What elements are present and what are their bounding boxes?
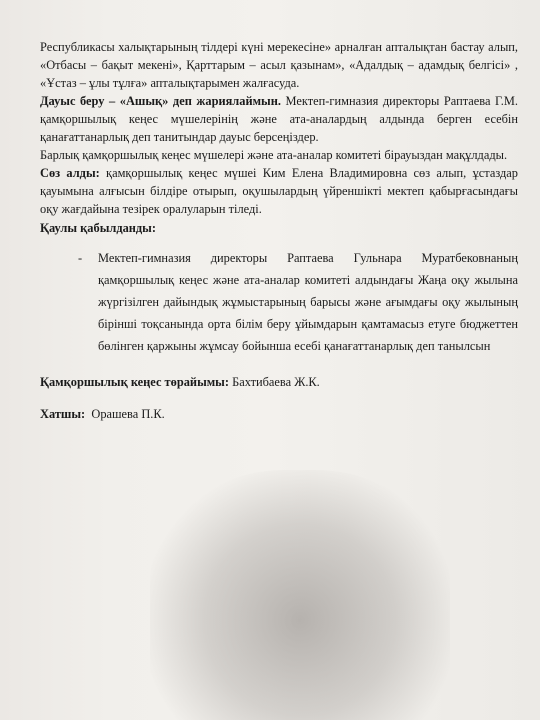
list-item — [40, 247, 518, 357]
vote-text: Мектеп-гимназия директоры Раптаева Г.М. қамқоршылық кеңес мүшелерінің және ата-аналардың алдында берген есебін қанағаттанарлық деп танитындар дауыс берсеңіздер. — [40, 94, 518, 144]
paragraph-vote — [40, 92, 518, 146]
signature-secretary — [40, 405, 518, 423]
dash-bullet: - — [78, 251, 83, 265]
resolution-heading — [40, 219, 518, 237]
document-body — [40, 38, 518, 423]
speech-text: қамқоршылық кеңес мүшеі Ким Елена Владимировна сөз алып, ұстаздар қауымына алғысын білдіре отырып, оқушылардың үйреншікті мектеп қабырғасындағы оқу жағдайына тезірек оралуларын тіледі. — [40, 166, 518, 216]
secretary-name: Орашева П.К. — [85, 407, 165, 421]
resolution-heading-text: Қаулы қабылданды: — [40, 221, 156, 235]
speech-heading: Сөз алды: — [40, 166, 100, 180]
chair-label: Қамқоршылық кеңес төрайымы: — [40, 375, 229, 389]
resolution-list — [40, 247, 518, 357]
secretary-label: Хатшы: — [40, 407, 86, 421]
camera-shadow — [150, 470, 450, 720]
vote-heading: Дауыс беру – «Ашық» деп жариялаймын. — [40, 94, 281, 108]
signature-chair — [40, 373, 518, 391]
paragraph-unanimous: Барлық қамқоршылық кеңес мүшелері және ата-аналар комитеті бірауыздан мақұлдады. — [40, 148, 508, 162]
paragraph-weeks: Республикасы халықтарының тілдері күні мерекесіне» арналған апталықтан бастау алып, «Отбасы – бақыт мекені», Қарттарым – асыл қазынам», «Адалдық – адамдық белгісі» , «Ұстаз – ұлы тұлға» апталықтарымен жалғасуда. — [40, 40, 518, 90]
chair-name: Бахтибаева Ж.К. — [228, 375, 320, 389]
paragraph-speech — [40, 164, 518, 218]
resolution-item-text: Мектеп-гимназия директоры Раптаева Гульнара Муратбековнаның қамқоршылық кеңес және ата-аналар комитеті алдындағы Жаңа оқу жылына жүргізілген дайындық жұмыстарының барысы және ағымдағы оқу жылының бірінші тоқсанында орта білім беру ұйымдарын қамтамасыз етуге бюджеттен бөлінген қаржыны жұмсау бойынша есебі қанағаттанарлық деп танылсын — [98, 251, 518, 353]
